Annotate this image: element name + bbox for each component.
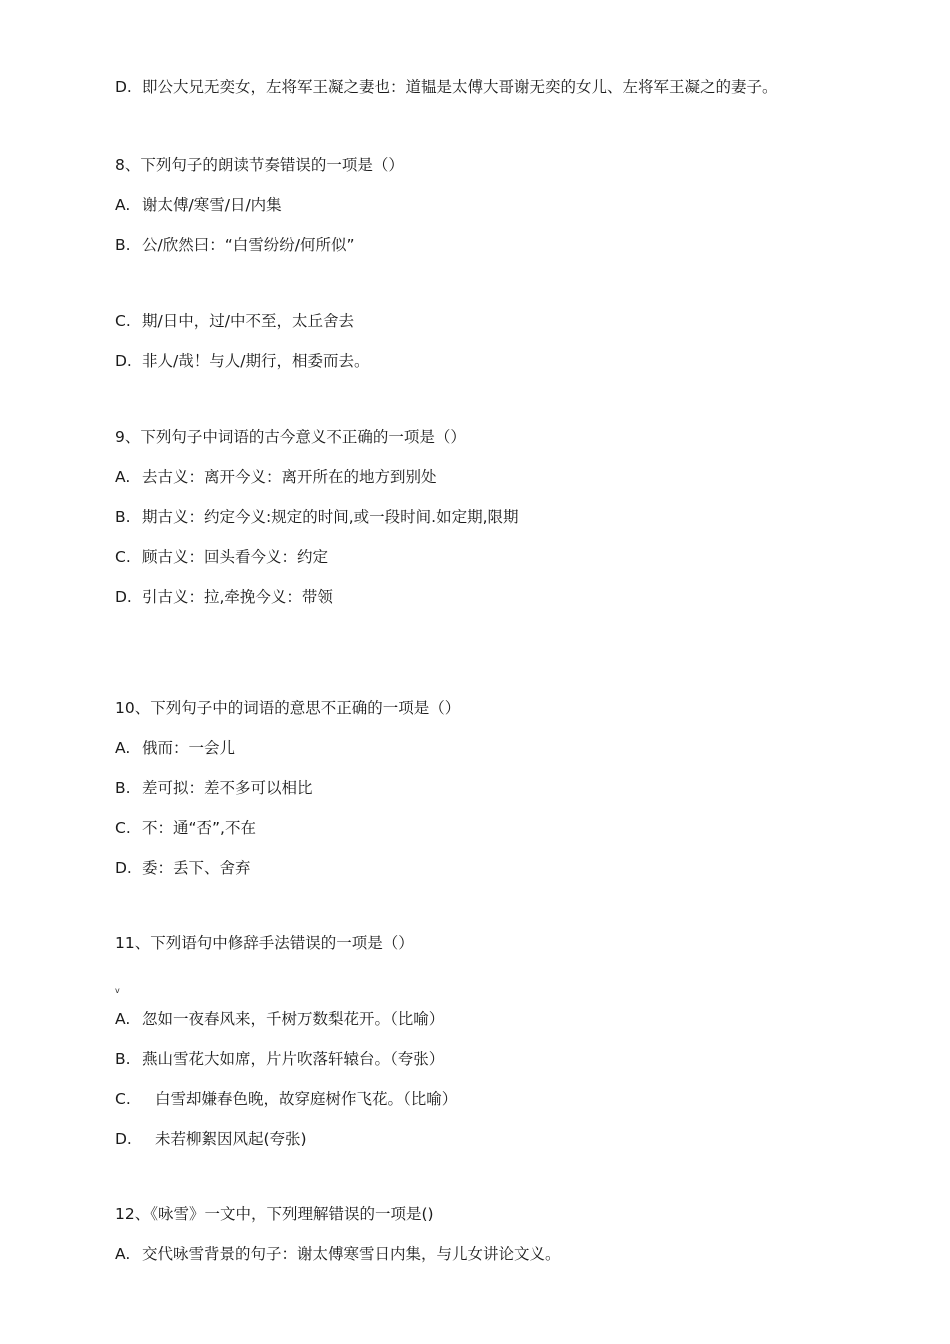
option-letter: A. — [115, 739, 131, 757]
option-letter: D. — [115, 352, 132, 370]
option-text: 期/日中，过/中不至，太丘舍去 — [142, 312, 354, 330]
option-letter: C. — [115, 1090, 131, 1108]
option-letter: A. — [115, 468, 131, 486]
option-text: 谢太傅/寒雪/日/内集 — [142, 196, 282, 214]
option-text: 差可拟：差不多可以相比 — [142, 779, 313, 797]
question-10-stem: 10、下列句子中的词语的意思不正确的一项是（） — [115, 699, 461, 717]
q11-option-a — [115, 1009, 444, 1029]
q10-option-c — [115, 818, 256, 838]
q9-option-a — [115, 467, 437, 487]
option-text: 白雪却嫌春色晚，故穿庭树作飞花。（比喻） — [155, 1090, 458, 1108]
option-text: 顾古义：回头看今义：约定 — [142, 548, 329, 566]
option-letter: D. — [115, 78, 132, 96]
option-letter: A. — [115, 1010, 131, 1028]
option-letter: C. — [115, 548, 131, 566]
q12-option-a — [115, 1244, 561, 1264]
option-letter: B. — [115, 236, 131, 254]
q8-option-a — [115, 195, 282, 215]
option-letter: C. — [115, 312, 131, 330]
option-text: 燕山雪花大如席，片片吹落轩辕台。（夸张） — [142, 1050, 445, 1068]
option-letter: B. — [115, 1050, 131, 1068]
option-text: 不：通“否”,不在 — [142, 819, 256, 837]
q10-option-d — [115, 858, 251, 878]
option-letter: B. — [115, 508, 131, 526]
option-letter: D. — [115, 859, 132, 877]
option-text: 忽如一夜春风来，千树万数梨花开。（比喻） — [142, 1010, 445, 1028]
option-letter: A. — [115, 1245, 131, 1263]
q8-option-d — [115, 351, 369, 371]
option-text: 未若柳絮因风起(夸张) — [155, 1130, 307, 1148]
q10-option-a — [115, 738, 235, 758]
q11-option-d — [115, 1129, 307, 1149]
option-letter: B. — [115, 779, 131, 797]
option-letter: D. — [115, 588, 132, 606]
option-text: 非人/哉！与人/期行，相委而去。 — [142, 352, 370, 370]
question-12-stem: 12、《咏雪》一文中，下列理解错误的一项是() — [115, 1205, 434, 1223]
option-letter: D. — [115, 1130, 132, 1148]
option-text: 委：丢下、舍弃 — [142, 859, 251, 877]
q10-option-b — [115, 778, 313, 798]
question-9-stem: 9、下列句子中词语的古今意义不正确的一项是（） — [115, 428, 466, 446]
option-text: 期古义：约定今义:规定的时间,或一段时间.如定期,限期 — [142, 508, 519, 526]
q8-option-b — [115, 235, 355, 255]
question-11-stem: 11、下列语句中修辞手法错误的一项是（） — [115, 934, 414, 952]
option-text: 交代咏雪背景的句子：谢太傅寒雪日内集，与儿女讲论文义。 — [142, 1245, 561, 1263]
option-letter: C. — [115, 819, 131, 837]
option-text: 即公大兄无奕女，左将军王凝之妻也：道韫是太傅大哥谢无奕的女儿、左将军王凝之的妻子。 — [142, 78, 778, 96]
q9-option-b — [115, 507, 519, 527]
q11-option-b — [115, 1049, 444, 1069]
question-8-stem: 8、下列句子的朗读节奏错误的一项是（） — [115, 156, 404, 174]
option-text: 去古义：离开今义：离开所在的地方到别处 — [142, 468, 437, 486]
option-text: 公/欣然曰：“白雪纷纷/何所似” — [142, 236, 355, 254]
stray-mark: v — [115, 986, 120, 995]
q7-option-d — [115, 77, 778, 97]
q11-option-c — [115, 1089, 457, 1109]
q9-option-c — [115, 547, 328, 567]
q9-option-d — [115, 587, 333, 607]
option-letter: A. — [115, 196, 131, 214]
q8-option-c — [115, 311, 354, 331]
option-text: 俄而：一会儿 — [142, 739, 236, 757]
option-text: 引古义：拉,牵挽今义：带领 — [142, 588, 333, 606]
